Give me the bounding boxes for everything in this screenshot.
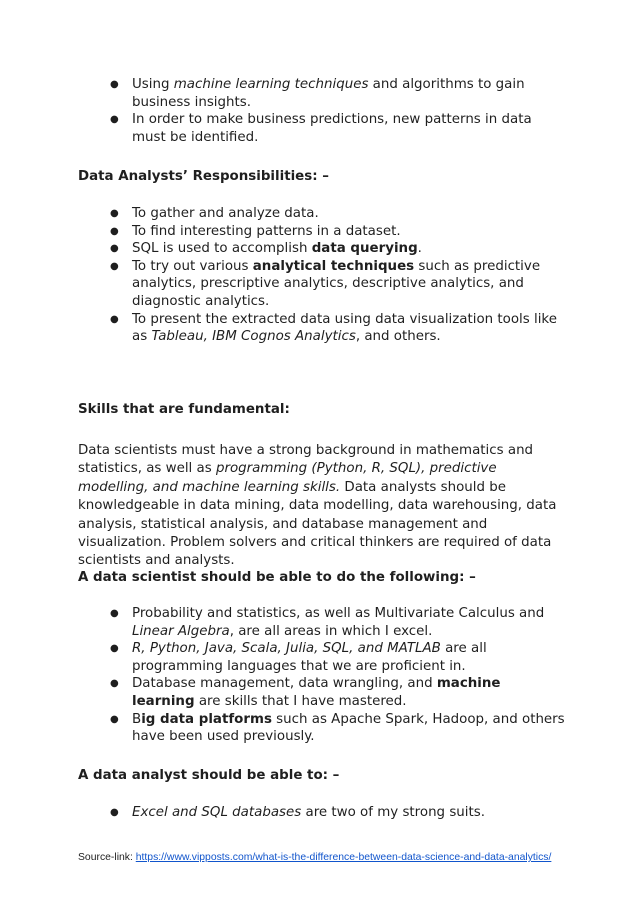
source-link[interactable]: https://www.vipposts.com/what-is-the-difference-between-data-science-and-data-analytics/ [135,852,552,863]
list-item [110,258,565,311]
heading-data-scientist-skills: A data scientist should be able to do the following: – [78,570,476,585]
bullet-icon: ● [110,608,119,619]
text-run: B [132,711,142,727]
italic-run: machine learning techniques [173,77,369,92]
list-item [110,240,565,258]
text-run: are two of my strong suits. [301,805,485,820]
text-run: To try out various [132,258,253,274]
text-run: Database management, data wrangling, and [132,676,437,692]
bullet-icon: ● [110,243,119,255]
text-run: Using [132,77,174,92]
list-item [110,205,565,223]
bullet-icon: ● [110,713,119,725]
source-footer [78,851,551,864]
text-run: such as Apache Spark, Hadoop, and others have been used previously. [132,711,565,745]
bullet-list-analyst-responsibilities [110,205,565,346]
list-item [110,711,565,746]
text-run: SQL is used to accomplish [132,241,312,257]
text-run: To gather and analyze data. [132,206,319,221]
text-run: are skills that I have mastered. [194,693,407,709]
bullet-icon: ● [110,807,119,818]
bold-run: data querying [311,241,418,257]
italic-run: programming (Python, R, SQL), predictive modelling, and machine learning skills. [78,461,497,495]
text-run: such as predictive analytics, prescriptive analytics, descriptive analytics, and diagnostic analytics. [132,258,541,309]
list-item [110,76,565,111]
italic-run: R, Python, Java, Scala, Julia, SQL, and MATLAB [132,641,441,657]
bullet-icon: ● [110,225,119,237]
skills-paragraph [78,442,568,571]
bullet-icon: ● [110,208,119,219]
italic-run: Excel and SQL databases [132,805,302,820]
text-run: To present the extracted data using data visualization tools like as [132,311,557,345]
bold-run: machine learning [132,676,501,709]
italic-run: Linear Algebra [132,623,230,639]
bullet-icon: ● [110,114,119,126]
source-label: Source-link: [78,852,136,863]
text-run: Probability and statistics, as well as Multivariate Calculus and [132,606,545,621]
text-run: are all programming languages that we are proficient in. [132,641,487,674]
heading-fundamental-skills: Skills that are fundamental: [78,402,290,417]
bold-run: analytical techniques [252,258,415,274]
text-run: In order to make business predictions, new patterns in data must be identified. [132,112,532,145]
list-item [110,675,565,710]
text-run: , are all areas in which I excel. [229,623,433,639]
text-run: and algorithms to gain business insights. [132,77,525,110]
list-item [110,111,565,146]
bullet-icon: ● [110,260,119,272]
text-run: Data scientists must have a strong background in mathematics and statistics, as well as [78,443,534,477]
bullet-list-intro [110,76,565,146]
bold-run: ig data platforms [141,711,272,727]
list-item [110,605,565,640]
text-run: To find interesting patterns in a dataset. [132,223,401,239]
text-run: , and others. [355,329,441,345]
bullet-icon: ● [110,313,119,325]
bullet-icon: ● [110,79,119,90]
text-run: . [417,241,422,257]
heading-analyst-responsibilities: Data Analysts’ Responsibilities: – [78,169,329,184]
bullet-icon: ● [110,678,119,690]
bullet-icon: ● [110,643,119,655]
italic-run: Tableau, IBM Cognos Analytics [151,329,356,345]
list-item [110,640,565,675]
heading-data-analyst-skills: A data analyst should be able to: – [78,768,340,783]
bullet-list-data-analyst [110,804,565,822]
bullet-list-data-scientist [110,605,565,746]
text-run: Data analysts should be knowledgeable in data mining, data modelling, data warehousing, data analysis, statistical analysis, and database management and visualization. Problem solvers and critical thinkers are required of data scientists and analysts. [78,479,557,569]
list-item [110,804,565,822]
list-item [110,223,565,241]
list-item [110,311,565,346]
